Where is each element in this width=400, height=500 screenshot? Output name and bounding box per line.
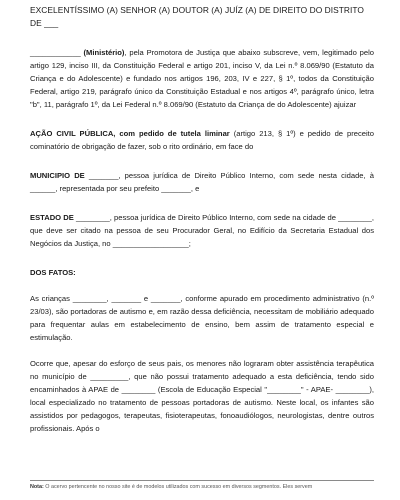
address-line-1: EXCELENTÍSSIMO (A) SENHOR (A) DOUTOR (A) JUÍZ (A) DE DIREITO DO DISTRITO <box>30 5 364 15</box>
fatos-paragraph-2: Ocorre que, apesar do esforço de seus pais, os menores não lograram obter assistência terapêutica no município de _________, que não possui tratamento adequado a esta deficiência, tendo sido encaminhados à APAE de ________ (Escola de Educação Especial "________" - APAE- ________), local especializado no tratamento de pessoas portadoras de autismo. Neste local, os infantes são assistidos por pedagogos, terapeutas, fisioterapeutas, fonoaudiólogos, neurologistas, dentre outros profissionais. Após o <box>30 359 374 433</box>
action-paragraph <box>30 127 374 153</box>
municipio-text: _______, pessoa jurídica de Direito Público Interno, com sede nesta cidade, à ______, representada por seu prefeito _______, e <box>30 171 374 193</box>
document-body <box>30 4 374 435</box>
footer-label: Nota: <box>30 484 44 490</box>
action-text: (artigo 213, § 1º) e pedido de preceito cominatório de obrigação de fazer, sob o rito ordinário, em face do <box>30 129 374 151</box>
fatos-paragraph-1: As crianças ________, _______ e _______, conforme apurado em procedimento administrativo (n.º 23/03), são portadoras de autismo e, em razão dessa deficiência, necessitam de mobiliário adequado para frequentar aulas em estabelecimento de ensino, bem assim de tratamento especial e estimulação. <box>30 294 374 342</box>
footer-text: O acervo pertencente no nosso site é de modelos utilizados com sucesso em diversos segmentos. Eles servem <box>43 484 313 490</box>
fatos-heading: DOS FATOS: <box>30 268 76 277</box>
intro-paragraph <box>30 46 374 111</box>
intro-blank: ____________ <box>30 48 81 57</box>
action-title: AÇÃO CIVIL PÚBLICA, com pedido de tutela liminar <box>30 129 230 138</box>
footer-note <box>30 484 374 491</box>
estado-paragraph <box>30 211 374 250</box>
footer-divider <box>30 480 374 481</box>
estado-label: ESTADO DE <box>30 213 74 222</box>
ministerio-label: (Ministério) <box>83 48 125 57</box>
municipio-label: MUNICIPIO DE <box>30 171 85 180</box>
intro-text: , pela Promotora de Justiça que abaixo subscreve, vem, legitimado pelo artigo 129, inciso III, da Constituição Federal e artigo 201, inciso V, da Lei n.º 8.069/90 (Estatuto da Criança e do Adolescente) e fundado nos artigos 196, 203, IV e 227, § 1º, todos da Constituição Federal, artigo 219, parágrafo único da Constituição Estadual e nos artigos 4º, parágrafo único, letra "b", 11, parágrafo 1º, da Lei Federal n.º 8.069/90 (Estatuto da Criança de do Adolescente) ajuizar <box>30 48 374 109</box>
municipio-paragraph <box>30 169 374 195</box>
estado-text: ________, pessoa jurídica de Direito Público Interno, com sede na cidade de ________, que deve ser citado na pessoa de seu Procurador Geral, no Edifício da Secretaria Estadual dos Negócios da Justiça, no __________________; <box>30 213 374 248</box>
address-line-2: DE ___ <box>30 18 59 28</box>
